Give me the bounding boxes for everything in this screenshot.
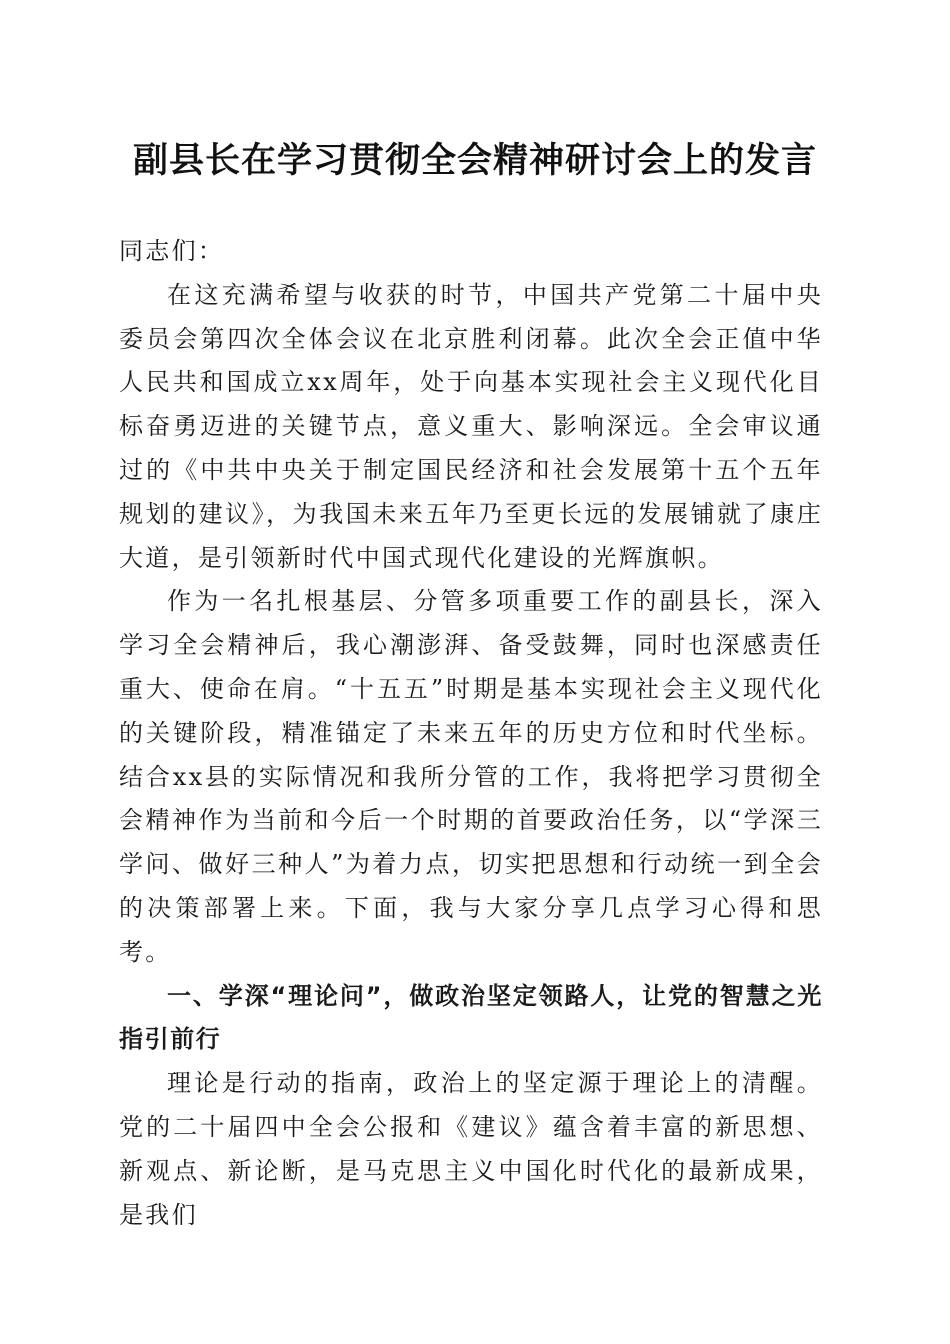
paragraph-intro: 在这充满希望与收获的时节，中国共产党第二十届中央委员会第四次全体会议在北京胜利闭幕。此次全会正值中华人民共和国成立xx周年，处于向基本实现社会主义现代化目标奋勇迈进的关键节点，意义重大、影响深远。全会审议通过的《中共中央关于制定国民经济和社会发展第十五个五年规划的建议》，为我国未来五年乃至更长远的发展铺就了康庄大道，是引领新时代中国式现代化建设的光辉旗帜。 [119,280,823,572]
section-heading: 一、学深“理论问”，做政治坚定领路人，让党的智慧之光指引前行 [119,981,823,1054]
page-title: 副县长在学习贯彻全会精神研讨会上的发言 [132,140,817,181]
salutation: 同志们： [119,237,225,265]
document-body [119,230,823,1237]
paragraph-role: 作为一名扎根基层、分管多项重要工作的副县长，深入学习全会精神后，我心潮澎湃、备受鼓舞，同时也深感责任重大、使命在肩。“十五五”时期是基本实现社会主义现代化的关键阶段，精准锚定了未来五年的历史方位和时代坐标。结合xx县的实际情况和我所分管的工作，我将把学习贯彻全会精神作为当前和今后一个时期的首要政治任务，以“学深三学问、做好三种人”为着力点，切实把思想和行动统一到全会的决策部署上来。下面，我与大家分享几点学习心得和思考。 [119,587,823,966]
paragraph-theory: 理论是行动的指南，政治上的坚定源于理论上的清醒。党的二十届四中全会公报和《建议》蕴含着丰富的新思想、新观点、新论断，是马克思主义中国化时代化的最新成果，是我们 [119,1069,823,1229]
